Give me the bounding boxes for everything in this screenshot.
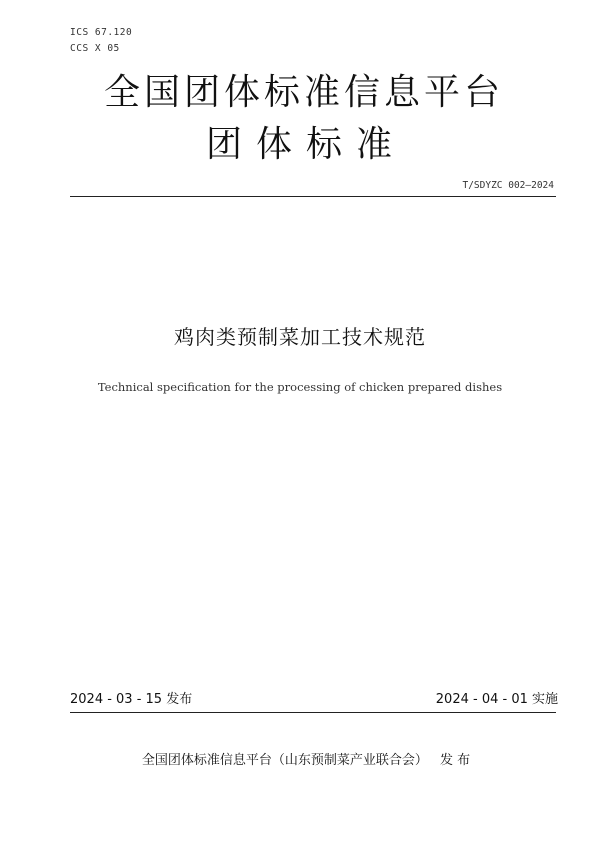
publish-action: 发 布 <box>439 753 471 768</box>
footer-divider <box>70 712 556 713</box>
issuer-name: 全国团体标准信息平台（山东预制菜产业联合会） <box>141 753 428 768</box>
standard-type-title: 团体标准 <box>205 124 406 165</box>
header-divider <box>70 196 556 197</box>
ics-code: ICS 67.120 <box>70 27 133 38</box>
publisher-line <box>0 751 600 771</box>
document-title-english: Technical specification for the processing of chicken prepared dishes <box>97 380 503 394</box>
standard-number: T/SDYZC 002—2024 <box>462 180 554 191</box>
document-title-chinese: 鸡肉类预制菜加工技术规范 <box>174 325 426 349</box>
implementation-date: 2024 - 04 - 01 实施 <box>435 692 558 707</box>
ccs-code: CCS X 05 <box>70 43 120 54</box>
issue-date: 2024 - 03 - 15 发布 <box>70 692 193 707</box>
platform-title: 全国团体标准信息平台 <box>103 72 504 113</box>
